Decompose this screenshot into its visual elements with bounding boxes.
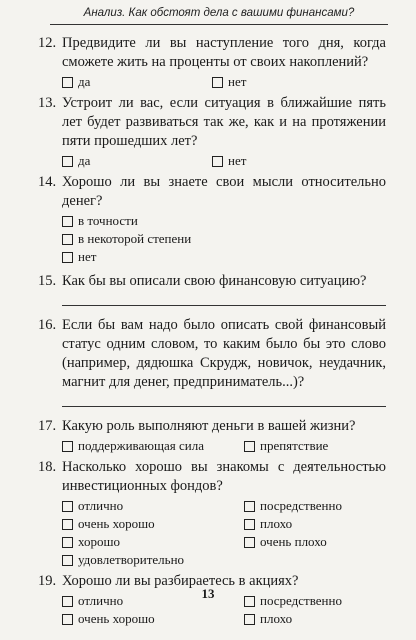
question-number: 17. — [38, 418, 57, 434]
question-text: Устроит ли вас, если ситуация в ближайшие пять лет будет развиваться так же, как и на протяжении пяти прошедших лет? — [62, 95, 386, 149]
option-exactly[interactable]: в точности — [62, 212, 386, 230]
question-18 — [38, 458, 386, 569]
checkbox-icon[interactable] — [62, 441, 73, 452]
option-mediocre[interactable]: посредственно — [244, 592, 342, 610]
question-number: 18. — [38, 459, 57, 475]
options — [62, 497, 386, 569]
question-text: Хорошо ли вы разбираетесь в акциях? — [62, 573, 299, 589]
option-mediocre[interactable]: посредственно — [244, 497, 342, 515]
checkbox-icon[interactable] — [62, 555, 73, 566]
question-15 — [38, 272, 386, 291]
question-text: Насколько хорошо вы знакомы с деятельностью инвестиционных фондов? — [62, 459, 386, 494]
option-no[interactable]: нет — [212, 152, 246, 170]
option-satisfactory[interactable]: удовлетворительно — [62, 551, 244, 569]
option-very-good[interactable]: очень хорошо — [62, 610, 244, 628]
question-text: Хорошо ли вы знаете свои мысли относительно денег? — [62, 174, 386, 209]
question-13 — [38, 94, 386, 170]
checkbox-icon[interactable] — [62, 537, 73, 548]
option-good[interactable]: хорошо — [62, 533, 244, 551]
options — [62, 437, 386, 455]
checkbox-icon[interactable] — [62, 77, 73, 88]
question-text: Если бы вам надо было описать свой финансовый статус одним словом, то каким было бы это слово (например, дядюшка Скрудж, новичок, неудачник, магнит для денег, предприниматель...)? — [62, 317, 386, 390]
question-16 — [38, 316, 386, 392]
option-no[interactable]: нет — [212, 73, 246, 91]
question-number: 19. — [38, 573, 57, 589]
checkbox-icon[interactable] — [62, 234, 73, 245]
checkbox-icon[interactable] — [62, 614, 73, 625]
checkbox-icon[interactable] — [212, 156, 223, 167]
options — [62, 212, 386, 266]
option-very-good[interactable]: очень хорошо — [62, 515, 244, 533]
checkbox-icon[interactable] — [244, 501, 255, 512]
checkbox-icon[interactable] — [244, 441, 255, 452]
checkbox-icon[interactable] — [62, 519, 73, 530]
checkbox-icon[interactable] — [244, 537, 255, 548]
questionnaire — [38, 34, 386, 631]
checkbox-icon[interactable] — [244, 519, 255, 530]
option-excellent[interactable]: отлично — [62, 592, 244, 610]
question-text: Какую роль выполняют деньги в вашей жизни? — [62, 418, 356, 434]
question-number: 12. — [38, 35, 57, 51]
question-number: 16. — [38, 317, 57, 333]
question-12 — [38, 34, 386, 91]
question-number: 14. — [38, 174, 57, 190]
option-yes[interactable]: да — [62, 73, 212, 91]
question-number: 13. — [38, 95, 57, 111]
answer-line[interactable] — [62, 406, 386, 407]
question-14 — [38, 173, 386, 266]
option-poor[interactable]: плохо — [244, 610, 342, 628]
checkbox-icon[interactable] — [212, 77, 223, 88]
checkbox-icon[interactable] — [62, 501, 73, 512]
question-text: Как бы вы описали свою финансовую ситуацию? — [62, 273, 367, 289]
page-number: 13 — [201, 586, 215, 601]
running-header: Анализ. Как обстоят дела с вашими финансами? — [50, 2, 388, 25]
option-somewhat[interactable]: в некоторой степени — [62, 230, 386, 248]
question-number: 15. — [38, 273, 57, 289]
question-17 — [38, 417, 386, 455]
option-obstacle[interactable]: препятствие — [244, 437, 328, 455]
option-very-poor[interactable]: очень плохо — [244, 533, 342, 551]
checkbox-icon[interactable] — [244, 614, 255, 625]
option-no[interactable]: нет — [62, 248, 386, 266]
option-yes[interactable]: да — [62, 152, 212, 170]
option-supporting-force[interactable]: поддерживающая сила — [62, 437, 244, 455]
options — [62, 73, 386, 91]
option-poor[interactable]: плохо — [244, 515, 342, 533]
question-text: Предвидите ли вы наступление того дня, когда сможете жить на проценты от своих накоплений? — [62, 35, 386, 70]
checkbox-icon[interactable] — [62, 216, 73, 227]
checkbox-icon[interactable] — [62, 156, 73, 167]
checkbox-icon[interactable] — [62, 252, 73, 263]
answer-line[interactable] — [62, 305, 386, 306]
option-excellent[interactable]: отлично — [62, 497, 244, 515]
options — [62, 152, 386, 170]
